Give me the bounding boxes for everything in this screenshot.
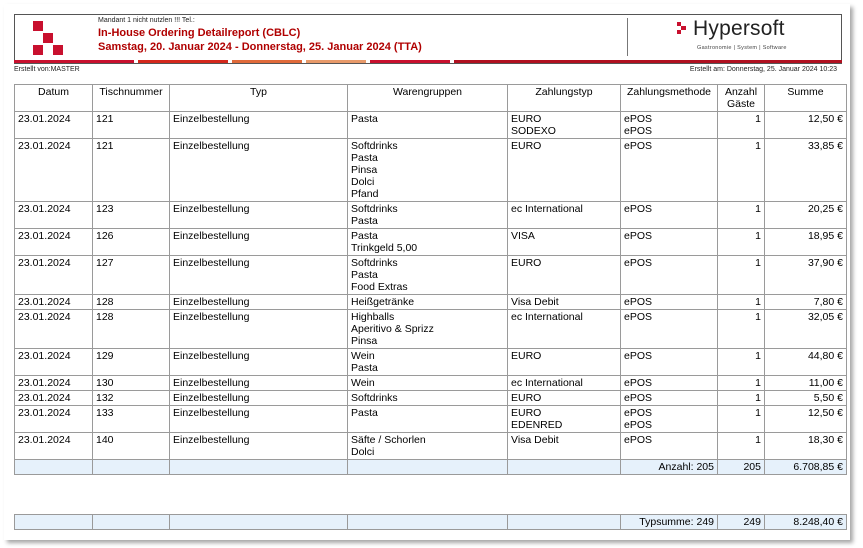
cell-anzahl-gaeste: 1 (718, 295, 765, 310)
table-row (15, 376, 847, 391)
cell-zahlungstyp-line: EURO (511, 350, 542, 362)
cell-zahlungsmethode (621, 139, 718, 202)
cell-warengruppen-line: Highballs (351, 311, 395, 323)
cell-zahlungsmethode (621, 310, 718, 349)
table-row (15, 202, 847, 229)
cell-anzahl-gaeste: 1 (718, 391, 765, 406)
total-label: Anzahl: 205 (621, 460, 718, 475)
cell-anzahl-gaeste: 1 (718, 139, 765, 202)
cell-zahlungstyp (508, 376, 621, 391)
cell-anzahl-gaeste: 1 (718, 256, 765, 295)
table-row (15, 229, 847, 256)
cell-typ: Einzelbestellung (170, 349, 348, 376)
report-header (14, 14, 842, 64)
cell-anzahl-gaeste: 1 (718, 376, 765, 391)
header-color-stripe (14, 60, 842, 63)
cell-warengruppen (348, 112, 508, 139)
cell-zahlungstyp (508, 406, 621, 433)
cell-typ: Einzelbestellung (170, 433, 348, 460)
cell-datum: 23.01.2024 (15, 229, 93, 256)
cell-tischnummer: 128 (93, 310, 170, 349)
cell-anzahl-gaeste: 1 (718, 112, 765, 139)
cell-tischnummer: 128 (93, 295, 170, 310)
cell-zahlungsmethode-line: ePOS (624, 419, 653, 431)
typsumme-label: Typsumme: 249 (621, 515, 718, 530)
table-row (15, 256, 847, 295)
cell-warengruppen-line: Softdrinks (351, 140, 398, 152)
total-row (15, 460, 847, 475)
brand-tagline: Gastronomie | System | Software (697, 45, 787, 51)
cell-zahlungstyp (508, 295, 621, 310)
cell-warengruppen (348, 433, 508, 460)
cell-tischnummer: 123 (93, 202, 170, 229)
cell-zahlungstyp (508, 256, 621, 295)
column-header: Zahlungsmethode (621, 85, 718, 112)
total-gaeste: 205 (718, 460, 765, 475)
cell-warengruppen (348, 310, 508, 349)
cell-datum: 23.01.2024 (15, 295, 93, 310)
cell-zahlungsmethode-line: ePOS (624, 257, 653, 269)
cell-warengruppen-line: Aperitivo & Sprizz (351, 323, 434, 335)
cell-datum: 23.01.2024 (15, 256, 93, 295)
cell-warengruppen-line: Pinsa (351, 335, 378, 347)
cell-warengruppen-line: Softdrinks (351, 203, 398, 215)
cell-tischnummer: 133 (93, 406, 170, 433)
cell-zahlungstyp-line: EURO (511, 257, 542, 269)
mandant-line: Mandant 1 nicht nutzlen !!! Tel.: (98, 17, 195, 24)
cell-warengruppen-line: Pasta (351, 152, 378, 164)
cell-zahlungstyp-line: EURO (511, 407, 542, 419)
cell-warengruppen-line: Pasta (351, 362, 378, 374)
typsumme-summe: 8.248,40 € (765, 515, 847, 530)
cell-zahlungsmethode-line: ePOS (624, 434, 653, 446)
column-header: Anzahl Gäste (718, 85, 765, 112)
cell-warengruppen-line: Säfte / Schorlen (351, 434, 426, 446)
cell-zahlungstyp (508, 139, 621, 202)
cell-zahlungsmethode (621, 349, 718, 376)
cell-warengruppen (348, 229, 508, 256)
table-row (15, 310, 847, 349)
cell-zahlungstyp-line: ec International (511, 377, 583, 389)
cell-warengruppen (348, 349, 508, 376)
cell-summe: 20,25 € (765, 202, 847, 229)
cell-zahlungsmethode-line: ePOS (624, 125, 653, 137)
cell-warengruppen (348, 406, 508, 433)
total-summe: 6.708,85 € (765, 460, 847, 475)
report-title: In-House Ordering Detailreport (CBLC) (98, 27, 301, 39)
cell-datum: 23.01.2024 (15, 349, 93, 376)
cell-tischnummer: 126 (93, 229, 170, 256)
cell-zahlungsmethode (621, 202, 718, 229)
cell-warengruppen-line: Pasta (351, 230, 378, 242)
table-row (15, 433, 847, 460)
cell-typ: Einzelbestellung (170, 406, 348, 433)
cell-warengruppen-line: Heißgetränke (351, 296, 415, 308)
detail-table (14, 84, 847, 475)
cell-warengruppen-line: Pasta (351, 215, 378, 227)
table-row (15, 391, 847, 406)
cell-anzahl-gaeste: 1 (718, 433, 765, 460)
cell-zahlungsmethode (621, 406, 718, 433)
cell-anzahl-gaeste: 1 (718, 202, 765, 229)
cell-anzahl-gaeste: 1 (718, 349, 765, 376)
cell-summe: 5,50 € (765, 391, 847, 406)
cell-tischnummer: 121 (93, 139, 170, 202)
cell-zahlungstyp (508, 229, 621, 256)
cell-datum: 23.01.2024 (15, 202, 93, 229)
cell-zahlungsmethode (621, 391, 718, 406)
cell-zahlungstyp-line: Visa Debit (511, 296, 559, 308)
cell-zahlungstyp-line: EURO (511, 392, 542, 404)
cell-typ: Einzelbestellung (170, 376, 348, 391)
cell-zahlungstyp-line: EURO (511, 140, 542, 152)
cell-tischnummer: 140 (93, 433, 170, 460)
table-row (15, 139, 847, 202)
cell-zahlungstyp (508, 391, 621, 406)
cell-zahlungsmethode-line: ePOS (624, 140, 653, 152)
cell-zahlungsmethode-line: ePOS (624, 350, 653, 362)
cell-zahlungstyp (508, 310, 621, 349)
cell-typ: Einzelbestellung (170, 229, 348, 256)
cell-zahlungsmethode-line: ePOS (624, 392, 653, 404)
cell-datum: 23.01.2024 (15, 433, 93, 460)
cell-tischnummer: 132 (93, 391, 170, 406)
cell-warengruppen (348, 139, 508, 202)
report-date-range: Samstag, 20. Januar 2024 - Donnerstag, 25. Januar 2024 (TTA) (98, 41, 422, 53)
cell-warengruppen-line: Pasta (351, 407, 378, 419)
cell-zahlungstyp-line: ec International (511, 311, 583, 323)
cell-zahlungstyp (508, 349, 621, 376)
cell-zahlungsmethode-line: ePOS (624, 407, 653, 419)
cell-warengruppen (348, 256, 508, 295)
cell-zahlungsmethode (621, 112, 718, 139)
cell-warengruppen-line: Pasta (351, 269, 378, 281)
cell-zahlungstyp-line: SODEXO (511, 125, 556, 137)
cell-summe: 44,80 € (765, 349, 847, 376)
cell-warengruppen (348, 376, 508, 391)
cell-zahlungstyp (508, 202, 621, 229)
cell-typ: Einzelbestellung (170, 256, 348, 295)
cell-zahlungsmethode (621, 295, 718, 310)
cell-warengruppen-line: Wein (351, 350, 375, 362)
table-row (15, 295, 847, 310)
table-row (15, 112, 847, 139)
cell-zahlungsmethode (621, 229, 718, 256)
column-header: Summe (765, 85, 847, 112)
cell-summe: 33,85 € (765, 139, 847, 202)
column-header: Tischnummer (93, 85, 170, 112)
cell-tischnummer: 121 (93, 112, 170, 139)
cell-warengruppen-line: Wein (351, 377, 375, 389)
cell-summe: 32,05 € (765, 310, 847, 349)
table-header-row (15, 85, 847, 112)
cell-datum: 23.01.2024 (15, 376, 93, 391)
typsumme-table (14, 514, 847, 530)
cell-anzahl-gaeste: 1 (718, 229, 765, 256)
cell-summe: 7,80 € (765, 295, 847, 310)
cell-zahlungstyp-line: VISA (511, 230, 535, 242)
cell-zahlungstyp-line: EDENRED (511, 419, 563, 431)
cell-summe: 12,50 € (765, 406, 847, 433)
hypersoft-logo-icon (677, 22, 687, 34)
cell-zahlungsmethode-line: ePOS (624, 113, 653, 125)
cell-datum: 23.01.2024 (15, 112, 93, 139)
cell-anzahl-gaeste: 1 (718, 406, 765, 433)
cell-datum: 23.01.2024 (15, 391, 93, 406)
cell-zahlungsmethode-line: ePOS (624, 203, 653, 215)
cell-zahlungsmethode-line: ePOS (624, 296, 653, 308)
typsumme-gaeste: 249 (718, 515, 765, 530)
cell-warengruppen-line: Softdrinks (351, 392, 398, 404)
cell-warengruppen-line: Pinsa (351, 164, 378, 176)
cell-zahlungstyp-line: EURO (511, 113, 542, 125)
cell-datum: 23.01.2024 (15, 139, 93, 202)
cell-zahlungsmethode-line: ePOS (624, 230, 653, 242)
cell-typ: Einzelbestellung (170, 310, 348, 349)
cell-zahlungsmethode (621, 376, 718, 391)
cell-warengruppen-line: Dolci (351, 446, 375, 458)
cell-warengruppen (348, 391, 508, 406)
column-header: Typ (170, 85, 348, 112)
cell-zahlungstyp (508, 112, 621, 139)
cell-zahlungsmethode-line: ePOS (624, 377, 653, 389)
cell-zahlungstyp-line: Visa Debit (511, 434, 559, 446)
cell-zahlungsmethode-line: ePOS (624, 311, 653, 323)
cell-summe: 12,50 € (765, 112, 847, 139)
cell-summe: 37,90 € (765, 256, 847, 295)
cell-typ: Einzelbestellung (170, 295, 348, 310)
header-divider (627, 18, 628, 56)
cell-summe: 18,30 € (765, 433, 847, 460)
cell-zahlungstyp (508, 433, 621, 460)
table-row (15, 349, 847, 376)
column-header: Warengruppen (348, 85, 508, 112)
cell-anzahl-gaeste: 1 (718, 310, 765, 349)
created-at: Erstellt am: Donnerstag, 25. Januar 2024 10:23 (689, 66, 837, 73)
cell-tischnummer: 129 (93, 349, 170, 376)
cell-warengruppen (348, 295, 508, 310)
brand-name: Hypersoft (693, 17, 785, 40)
cell-typ: Einzelbestellung (170, 139, 348, 202)
cell-warengruppen-line: Food Extras (351, 281, 408, 293)
cell-warengruppen-line: Dolci (351, 176, 375, 188)
cell-typ: Einzelbestellung (170, 391, 348, 406)
cell-tischnummer: 130 (93, 376, 170, 391)
column-header: Datum (15, 85, 93, 112)
cell-datum: 23.01.2024 (15, 406, 93, 433)
cell-typ: Einzelbestellung (170, 202, 348, 229)
cell-warengruppen (348, 202, 508, 229)
cell-zahlungstyp-line: ec International (511, 203, 583, 215)
column-header: Zahlungstyp (508, 85, 621, 112)
cell-warengruppen-line: Trinkgeld 5,00 (351, 242, 418, 254)
cell-warengruppen-line: Pfand (351, 188, 379, 200)
cell-typ: Einzelbestellung (170, 112, 348, 139)
table-row (15, 406, 847, 433)
cell-warengruppen-line: Softdrinks (351, 257, 398, 269)
cell-zahlungsmethode (621, 256, 718, 295)
cell-tischnummer: 127 (93, 256, 170, 295)
report-logo-icon (33, 21, 63, 55)
cell-summe: 18,95 € (765, 229, 847, 256)
cell-warengruppen-line: Pasta (351, 113, 378, 125)
cell-zahlungsmethode (621, 433, 718, 460)
created-by: Erstellt von:MASTER (14, 66, 80, 73)
cell-summe: 11,00 € (765, 376, 847, 391)
cell-datum: 23.01.2024 (15, 310, 93, 349)
typsumme-row (15, 515, 847, 530)
